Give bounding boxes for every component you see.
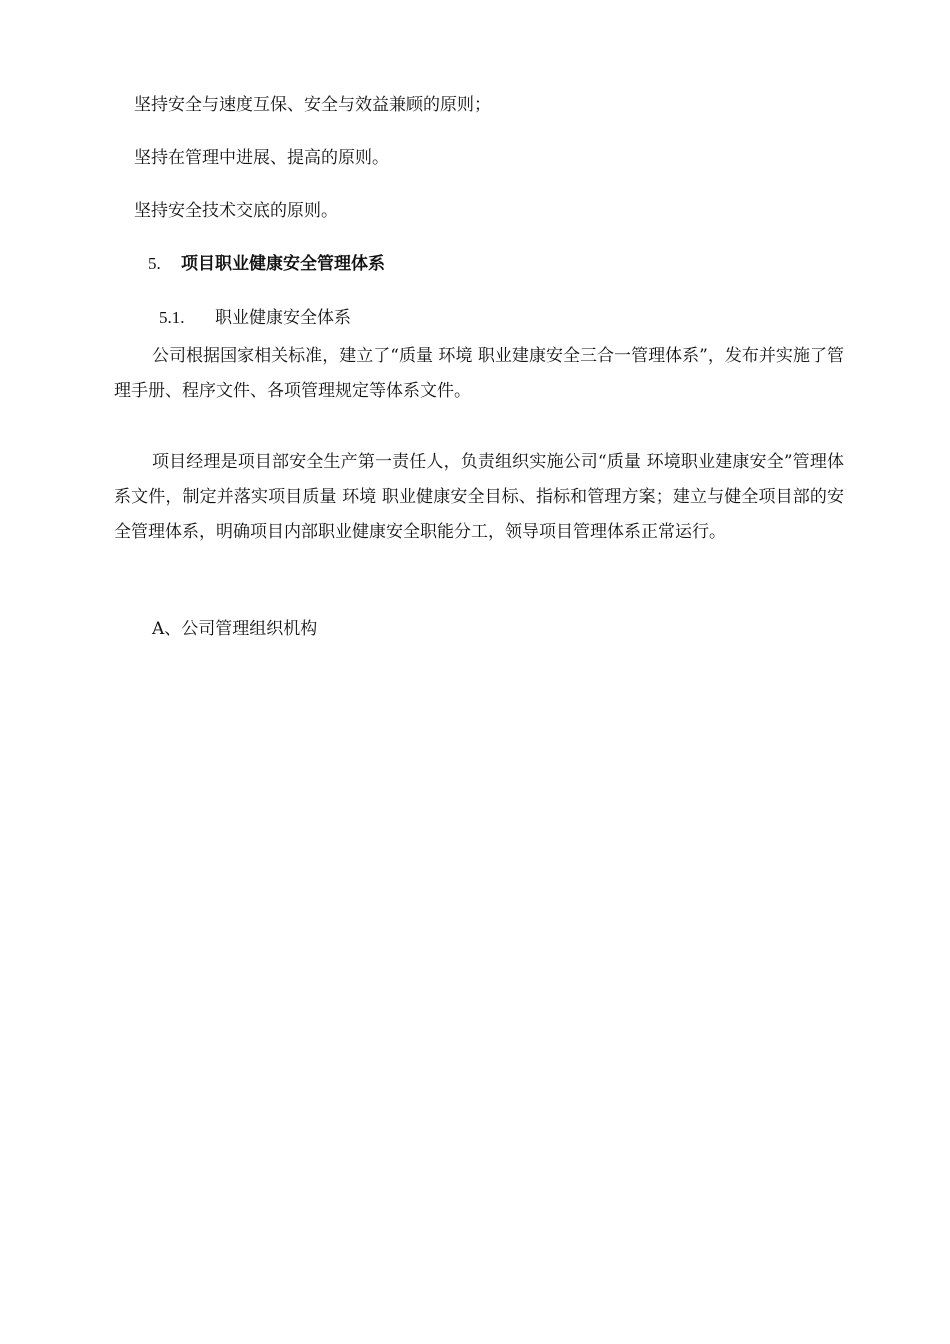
principle-line-1: 坚持安全与速度互保、安全与效益兼顾的原则； bbox=[134, 95, 491, 115]
paragraph-project-manager: 项目经理是项目部安全生产第一责任人，负责组织实施公司“质量 环境职业建康安全”管理体系文件，制定并落实项目质量 环境 职业健康安全目标、指标和管理方案；建立与健全项目部的安全管理体系，明确项目内部职业健康安全职能分工，领导项目管理体系正常运行。 bbox=[114, 452, 844, 542]
subsection-title: 职业健康安全体系 bbox=[215, 308, 351, 328]
section-heading bbox=[148, 252, 385, 276]
subsection-number: 5.1. bbox=[159, 308, 185, 327]
section-title: 项目职业健康安全管理体系 bbox=[181, 254, 385, 274]
principle-line-3: 坚持安全技术交底的原则。 bbox=[134, 201, 338, 221]
item-a-label: A、公司管理组织机构 bbox=[152, 619, 318, 639]
section-number: 5. bbox=[148, 254, 161, 273]
principle-line-2: 坚持在管理中进展、提高的原则。 bbox=[134, 148, 389, 168]
subsection-heading bbox=[159, 306, 351, 330]
paragraph-system-description: 公司根据国家相关标准，建立了“质量 环境 职业建康安全三合一管理体系”，发布并实施了管理手册、程序文件、各项管理规定等体系文件。 bbox=[114, 346, 844, 401]
